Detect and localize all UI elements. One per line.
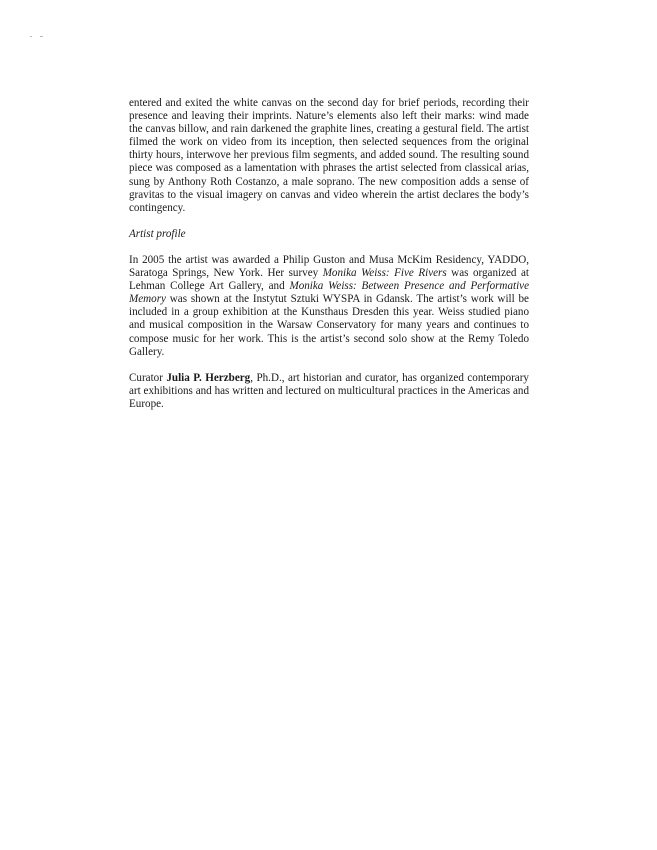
document-body	[129, 97, 529, 411]
curator-name: Julia P. Herzberg	[166, 371, 251, 384]
text-run: was shown at the Instytut Sztuki WYSPA in Gdansk. The artist’s work will be included in a group exhibition at the Kunsthaus Dresden this year. Weiss studied piano and musical composition in the Warsaw Conservatory for many years and continues to compose music for her work. This is the artist’s second solo show at the Remy Toledo Gallery.	[129, 293, 529, 358]
paragraph-artist-profile	[129, 254, 529, 359]
text-run: was organized at Lehman College Art Gallery, and	[129, 267, 529, 293]
paragraph-spacer	[129, 359, 529, 372]
text-run: In 2005 the artist was awarded a Philip Guston and Musa McKim Residency, YADDO, Saratoga Springs, New York. Her survey	[129, 253, 529, 280]
paragraph-curator	[129, 372, 529, 411]
paragraph-spacer	[129, 215, 529, 228]
paragraph-spacer	[129, 241, 529, 254]
scan-speck	[30, 36, 32, 37]
scan-speck	[40, 36, 43, 37]
scan-corner-mark	[30, 36, 50, 38]
paragraph-performance-description: entered and exited the white canvas on the second day for brief periods, recording their presence and leaving their imprints. Nature’s elements also left their marks: wind made the canvas billow, and rain darkened the graphite lines, creating a gestural field. The artist filmed the work on video from its inception, then selected sequences from the original thirty hours, interwove her previous film segments, and added sound. The resulting sound piece was composed as a lamentation with phrases the artist selected from classical arias, sung by Anthony Roth Costanzo, a male soprano. The new composition adds a sense of gravitas to the visual imagery on canvas and video wherein the artist declares the body’s contingency.	[129, 97, 529, 214]
exhibition-title: Monika Weiss: Five Rivers	[322, 267, 447, 280]
exhibition-title: Monika Weiss: Between Presence and Performative Memory	[129, 280, 530, 306]
text-run: , Ph.D., art historian and curator, has organized contemporary art exhibitions and has written and lectured on multicultural practices in the Americas and Europe.	[129, 371, 529, 410]
text-run: Curator	[129, 371, 167, 384]
section-heading-artist-profile: Artist profile	[129, 227, 186, 240]
